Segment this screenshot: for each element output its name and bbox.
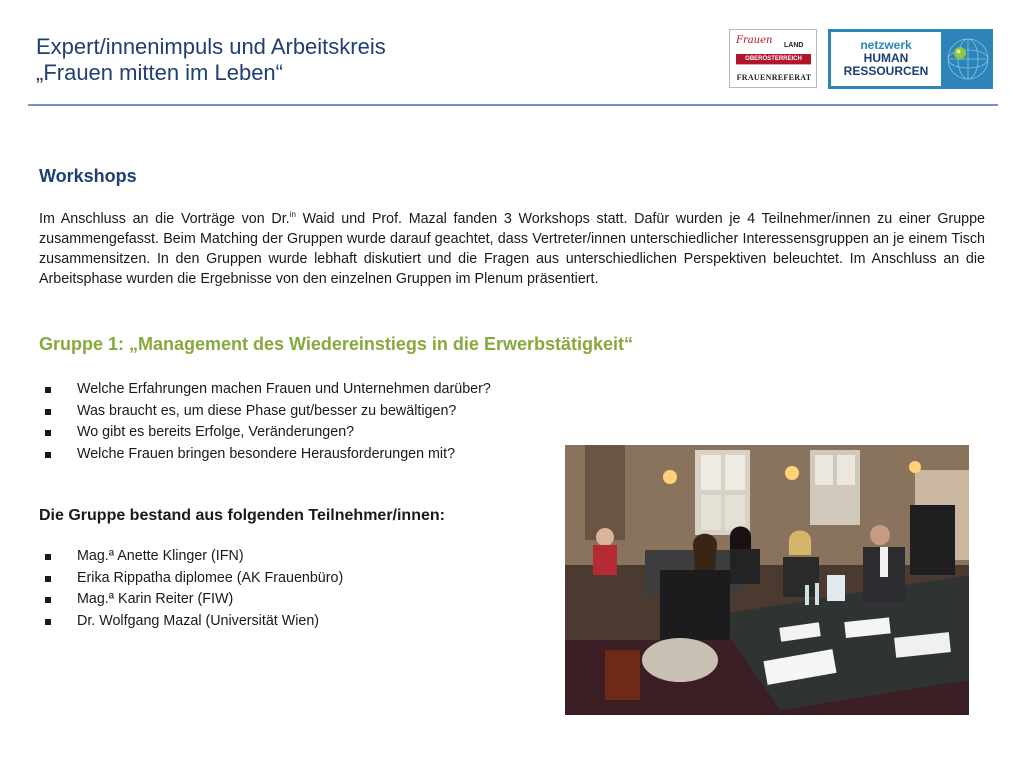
header-divider xyxy=(28,104,998,106)
netzwerk-logo-line-2: HUMAN xyxy=(863,51,909,65)
bullet-square-icon xyxy=(45,554,51,560)
globe-icon xyxy=(946,35,990,83)
bullet-square-icon xyxy=(45,430,51,436)
page-title xyxy=(36,34,386,86)
list-item-text: Mag.ª Anette Klinger (IFN) xyxy=(77,548,244,564)
bullet-square-icon xyxy=(45,597,51,603)
list-item-text: Wo gibt es bereits Erfolge, Veränderungen? xyxy=(77,424,355,441)
list-item xyxy=(45,546,343,568)
page-title-line-1: Expert/innenimpuls und Arbeitskreis xyxy=(36,34,386,59)
list-item-text: Welche Erfahrungen machen Frauen und Unternehmen darüber? xyxy=(77,381,491,397)
frauen-logo-bottom-text: FRAUENREFERAT xyxy=(736,73,812,82)
question-list xyxy=(45,379,491,466)
list-item xyxy=(45,401,491,423)
frauen-logo-band: OBERÖSTERREICH xyxy=(736,54,811,64)
list-item-text: Erika Rippatha diplomee (AK Frauenbüro) xyxy=(77,569,344,586)
list-item xyxy=(45,568,343,590)
frauen-logo-land-text: LAND xyxy=(784,42,804,49)
list-item xyxy=(45,422,491,444)
workshops-heading: Workshops xyxy=(39,166,137,186)
list-item xyxy=(45,611,343,633)
bullet-square-icon xyxy=(45,387,51,393)
workshop-photo-illustration xyxy=(565,445,969,715)
list-item-text: Welche Frauen bringen besondere Herausforderungen mit? xyxy=(77,446,456,463)
intro-text-b: Waid und Prof. Mazal fanden 3 Workshops statt. Dafür wurden je 4 Teilnehmer/innen zu einer Gruppe zusammengefasst. Beim Matching der Gruppen wurde darauf geachtet, dass Vertreter/innen unterschiedlicher Interessensgruppen an je einem Tisch zusammensitzen. In den Gruppen wurde lebhaft diskutiert und die Fragen aus unterschiedlichen Perspektiven beleuchtet. Im Anschluss an die Arbeitsphase wurden die Ergebnisse von den einzelnen Gruppen im Plenum präsentiert. xyxy=(39,211,986,287)
list-item-text: Dr. Wolfgang Mazal (Universität Wien) xyxy=(77,613,320,630)
workshop-photo xyxy=(565,445,969,715)
participants-heading: Die Gruppe bestand aus folgenden Teilnehmer/innen: xyxy=(39,507,445,524)
frauen-land-logo xyxy=(729,29,817,88)
group-1-heading: Gruppe 1: „Management des Wiedereinstiegs in die Erwerbstätigkeit“ xyxy=(39,334,633,354)
participant-list xyxy=(45,546,343,633)
frauen-logo-top-text: Frauen xyxy=(736,35,773,46)
list-item xyxy=(45,589,343,611)
workshops-intro-paragraph xyxy=(39,209,985,289)
bullet-square-icon xyxy=(45,619,51,625)
bullet-square-icon xyxy=(45,409,51,415)
netzwerk-logo-line-3: RESSOURCEN xyxy=(843,64,929,78)
intro-superscript: in xyxy=(289,210,296,219)
list-item xyxy=(45,379,491,401)
frauen-logo-stripe xyxy=(736,64,811,71)
bullet-square-icon xyxy=(45,452,51,458)
netzwerk-human-ressourcen-logo xyxy=(828,29,993,89)
intro-text-a: Im Anschluss an die Vorträge von Dr. xyxy=(39,211,290,227)
list-item-text: Was braucht es, um diese Phase gut/besser zu bewältigen? xyxy=(77,402,457,419)
page-title-line-2: „Frauen mitten im Leben“ xyxy=(36,60,283,85)
list-item xyxy=(45,444,491,466)
list-item-text: Mag.ª Karin Reiter (FIW) xyxy=(77,591,234,608)
netzwerk-logo-textbox xyxy=(831,32,941,86)
bullet-square-icon xyxy=(45,576,51,582)
netzwerk-logo-line-1: netzwerk xyxy=(860,38,912,52)
